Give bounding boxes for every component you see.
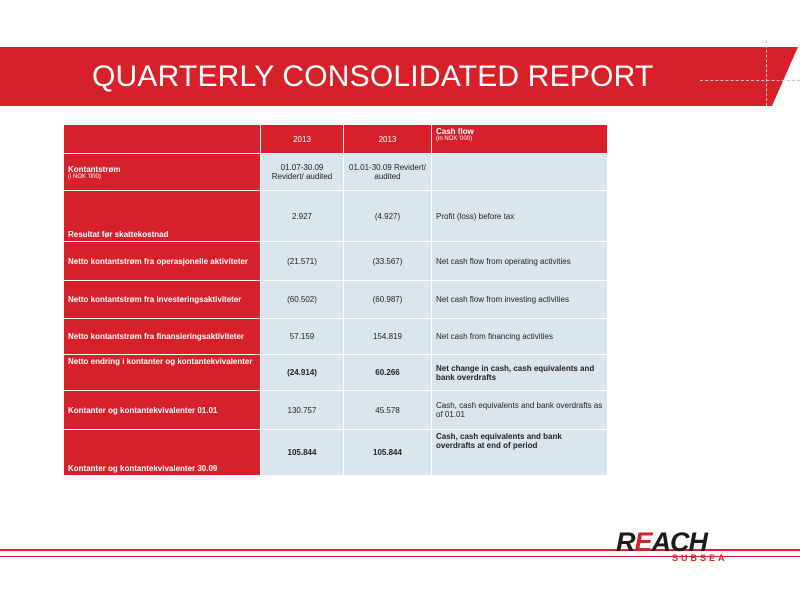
header-row-years: [64, 125, 608, 154]
row-value-2: 154.819: [344, 319, 432, 355]
table-row: [64, 319, 608, 355]
norwegian-header-unit: (i NOK '000): [68, 173, 101, 180]
row-value-1: (60.502): [261, 281, 344, 319]
header-label-cell: [64, 125, 261, 154]
header-row-periods: [64, 154, 608, 191]
row-label-en: Profit (loss) before tax: [432, 191, 608, 242]
row-value-1: 57.159: [261, 319, 344, 355]
row-value-1: (24.914): [261, 355, 344, 391]
row-value-2: 45.578: [344, 391, 432, 430]
row-value-2: (4.927): [344, 191, 432, 242]
row-label-no: Netto kontantstrøm fra finansieringsaktiviteter: [64, 319, 261, 355]
period-cell-2: 01.01-30.09 Revidert/ audited: [344, 154, 432, 191]
table-row: [64, 391, 608, 430]
row-label-no: Kontanter og kontantekvivalenter 30.09: [64, 430, 261, 476]
row-value-2: (60.987): [344, 281, 432, 319]
logo-letter-e: E: [634, 527, 652, 557]
row-label-en: Cash, cash equivalents and bank overdrafts as of 01.01: [432, 391, 608, 430]
cash-flow-table: [63, 124, 608, 476]
table-row: [64, 191, 608, 242]
row-label-no: Netto endring i kontanter og kontantekvivalenter: [64, 355, 261, 391]
english-header-title: Cash flow: [436, 127, 474, 136]
row-value-1: 130.757: [261, 391, 344, 430]
table-row: [64, 355, 608, 391]
banner-corner: [772, 47, 798, 106]
row-value-1: (21.571): [261, 242, 344, 281]
period-cell-1: 01.07-30.09 Revidert/ audited: [261, 154, 344, 191]
row-label-no: Netto kontantstrøm fra operasjonelle aktiviteter: [64, 242, 261, 281]
row-label-en: Net cash flow from investing activities: [432, 281, 608, 319]
decor-dashed-line-horizontal: [700, 80, 800, 81]
row-label-en: Net change in cash, cash equivalents and bank overdrafts: [432, 355, 608, 391]
english-header-cell: [432, 125, 608, 154]
decor-dashed-line-vertical: [766, 40, 767, 106]
row-value-2: 60.266: [344, 355, 432, 391]
row-value-2: 105.844: [344, 430, 432, 476]
logo-letter-r: R: [616, 527, 635, 557]
logo-letters-ach: ACH: [651, 527, 708, 557]
row-value-2: (33.567): [344, 242, 432, 281]
english-header-unit: (in NOK '000): [436, 136, 473, 142]
norwegian-header-cell: [64, 154, 261, 191]
period-english-cell: [432, 154, 608, 191]
year-header-2: 2013: [344, 125, 432, 154]
row-value-1: 2.927: [261, 191, 344, 242]
row-label-en: Cash, cash equivalents and bank overdrafts at end of period: [432, 430, 608, 476]
table-row: [64, 430, 608, 476]
page-title: QUARTERLY CONSOLIDATED REPORT: [92, 60, 654, 93]
row-label-en: Net cash flow from operating activities: [432, 242, 608, 281]
row-value-1: 105.844: [261, 430, 344, 476]
norwegian-header-title: Kontantstrøm: [68, 164, 121, 174]
row-label-no: Resultat før skattekostnad: [64, 191, 261, 242]
table-row: [64, 281, 608, 319]
logo-subtitle: SUBSEA: [672, 553, 728, 563]
year-header-1: 2013: [261, 125, 344, 154]
row-label-no: Netto kontantstrøm fra investeringsaktiviteter: [64, 281, 261, 319]
row-label-no: Kontanter og kontantekvivalenter 01.01: [64, 391, 261, 430]
row-label-en: Net cash from financing activities: [432, 319, 608, 355]
table-row: [64, 242, 608, 281]
